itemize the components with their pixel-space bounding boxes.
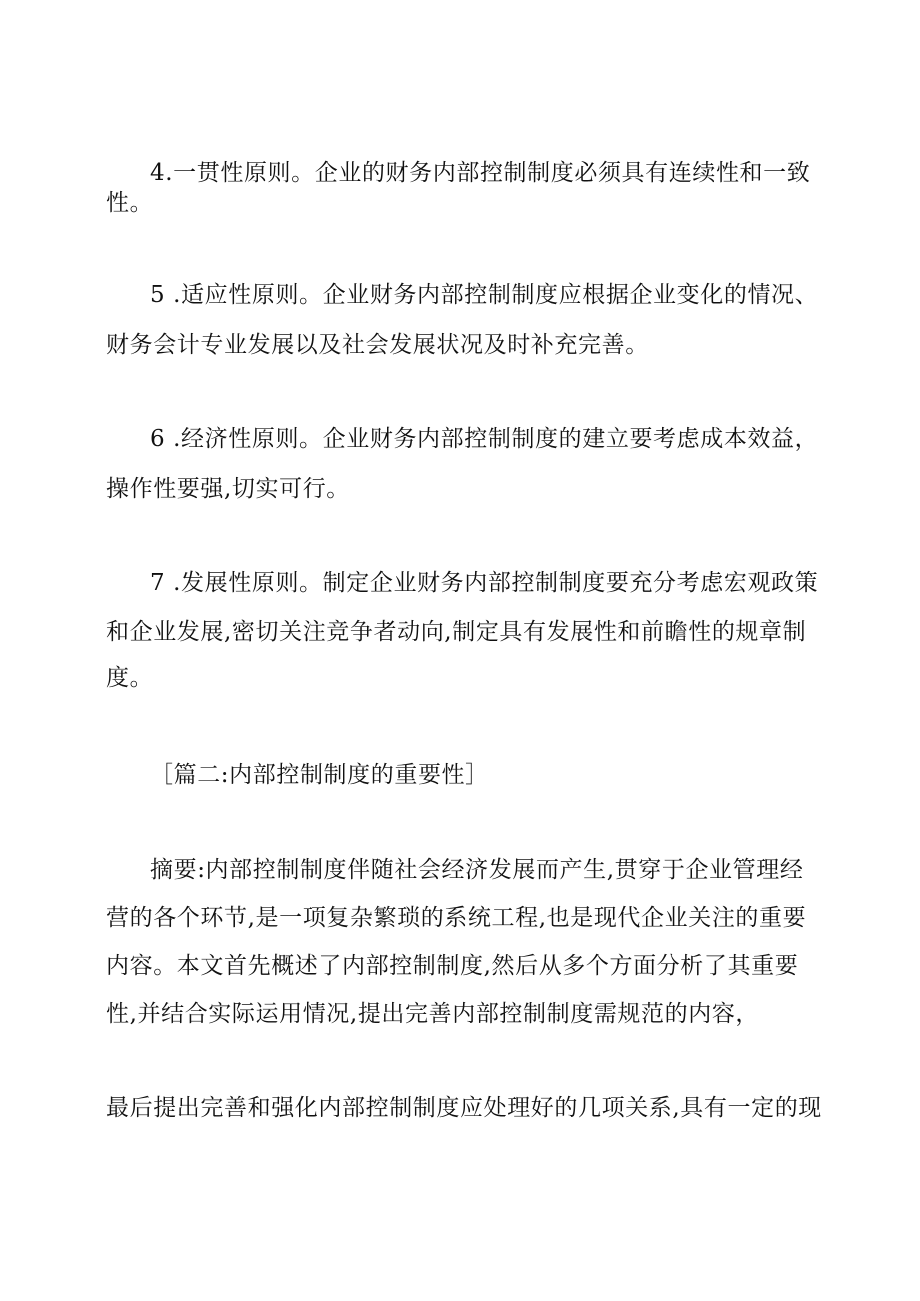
principle-7-line-2: 和企业发展,密切关注竞争者动向,制定具有发展性和前瞻性的规章制: [106, 619, 807, 645]
principle-6-line-2: 操作性要强,切实可行。: [106, 476, 350, 502]
section-heading: ［篇二:内部控制制度的重要性］: [150, 762, 489, 788]
principle-5-line-1: 5 .适应性原则。企业财务内部控制制度应根据企业变化的情况、: [150, 282, 819, 308]
principle-4-line-2: 性。: [106, 190, 154, 216]
principle-6-line-1: 6 .经济性原则。企业财务内部控制制度的建立要考虑成本效益，: [150, 426, 819, 452]
abstract-line-2: 营的各个环节,是一项复杂繁琐的系统工程,也是现代企业关注的重要: [106, 905, 807, 931]
principle-7-line-1: 7 .发展性原则。制定企业财务内部控制制度要充分考虑宏观政策: [150, 570, 819, 596]
abstract-line-4: 性,并结合实际运用情况,提出完善内部控制制度需规范的内容，: [106, 1001, 760, 1027]
principle-5-line-2: 财务会计专业发展以及社会发展状况及时补充完善。: [106, 332, 649, 358]
abstract-line-3: 内容。本文首先概述了内部控制制度,然后从多个方面分析了其重要: [106, 953, 799, 979]
principle-7-line-3: 度。: [106, 665, 154, 691]
abstract-line-1: 摘要:内部控制制度伴随社会经济发展而产生,贯穿于企业管理经: [150, 857, 804, 883]
principle-4-line-1: 4.一贯性原则。企业的财务内部控制制度必须具有连续性和一致: [150, 160, 811, 186]
final-line: 最后提出完善和强化内部控制制度应处理好的几项关系,具有一定的现: [106, 1095, 822, 1121]
